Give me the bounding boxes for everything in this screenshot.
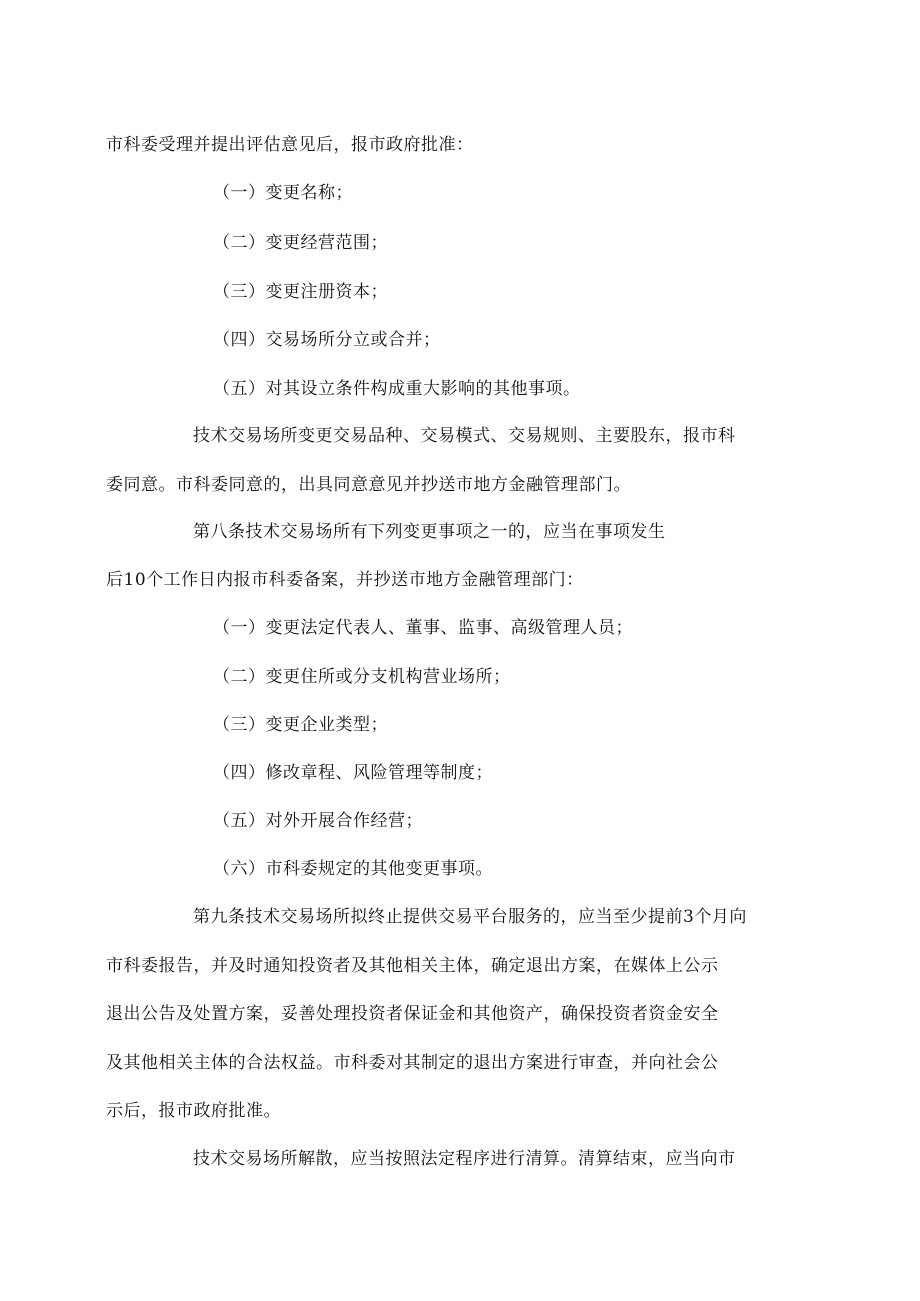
text-line: 市科委受理并提出评估意见后，报市政府批准： [106, 135, 474, 155]
list-item: （四）交易场所分立或合并； [213, 330, 441, 350]
list-item: （二）变更住所或分支机构营业场所； [213, 667, 511, 687]
list-item: （一）变更名称； [213, 183, 353, 203]
list-item: （六）市科委规定的其他变更事项。 [213, 859, 493, 879]
list-item: （一）变更法定代表人、董事、监事、高级管理人员； [213, 618, 633, 638]
paragraph-line: 技术交易场所解散，应当按照法定程序进行清算。清算结束，应当向市 [193, 1149, 736, 1169]
paragraph-line: 技术交易场所变更交易品种、交易模式、交易规则、主要股东，报市科 [193, 426, 736, 446]
list-item: （四）修改章程、风险管理等制度； [213, 763, 493, 783]
paragraph-line: 委同意。市科委同意的，出具同意意见并抄送市地方金融管理部门。 [106, 475, 631, 495]
article-9-line: 退出公告及处置方案，妥善处理投资者保证金和其他资产，确保投资者资金安全 [106, 1004, 719, 1024]
list-item: （三）变更企业类型； [213, 715, 388, 735]
article-9-line: 及其他相关主体的合法权益。市科委对其制定的退出方案进行审查，并向社会公 [106, 1053, 719, 1073]
article-8-line: 第八条技术交易场所有下列变更事项之一的，应当在事项发生 [193, 522, 666, 542]
article-9-line: 示后，报市政府批准。 [106, 1101, 281, 1121]
list-item: （五）对外开展合作经营； [213, 811, 423, 831]
list-item: （五）对其设立条件构成重大影响的其他事项。 [213, 379, 581, 399]
list-item: （二）变更经营范围； [213, 233, 388, 253]
article-9-line: 第九条技术交易场所拟终止提供交易平台服务的，应当至少提前3个月向 [193, 907, 747, 927]
list-item: （三）变更注册资本； [213, 282, 388, 302]
article-9-line: 市科委报告，并及时通知投资者及其他相关主体，确定退出方案，在媒体上公示 [106, 956, 719, 976]
article-8-line: 后10个工作日内报市科委备案，并抄送市地方金融管理部门： [106, 570, 584, 590]
